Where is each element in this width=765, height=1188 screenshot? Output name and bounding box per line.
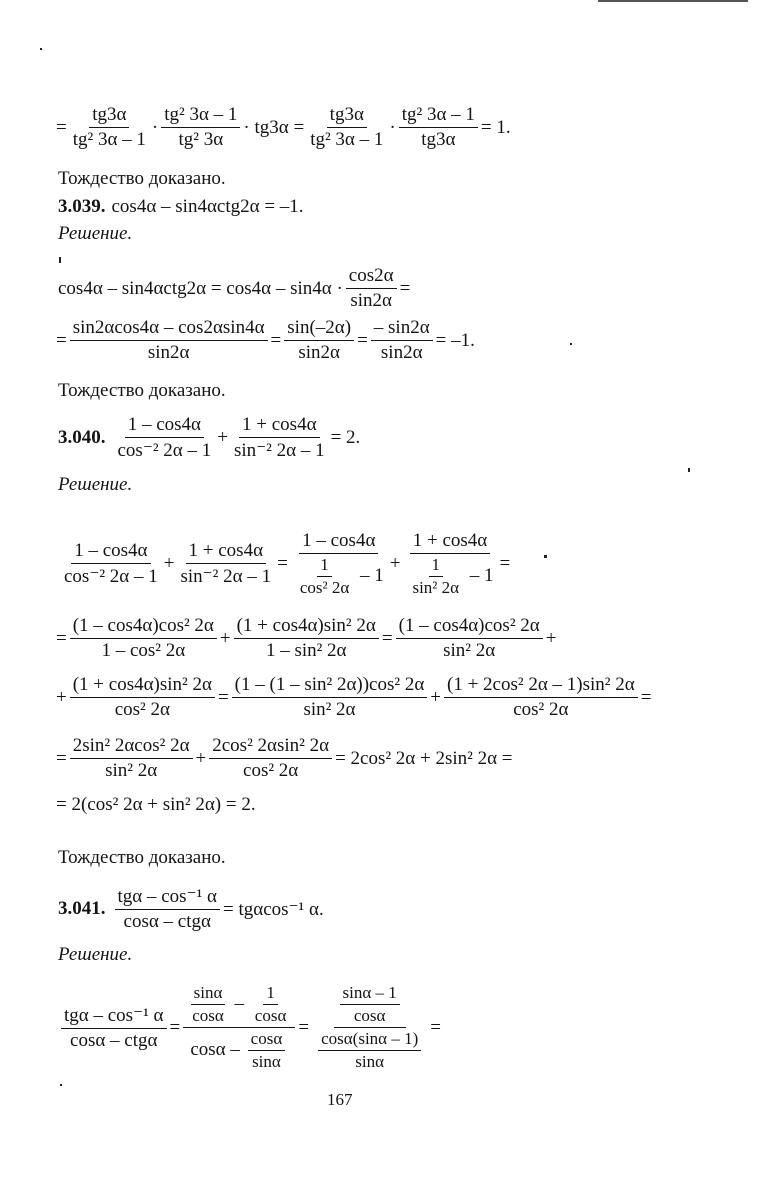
denominator: sin⁻² 2α – 1 [233,440,325,461]
equation-line [56,615,556,662]
denominator [291,554,387,598]
denominator: cosα [353,1006,386,1025]
numerator: 2sin² 2αcos² 2α [70,735,193,759]
numerator: cosα [248,1029,286,1051]
exercise-statement [58,885,324,933]
fraction [70,104,149,151]
numerator: tg² 3α – 1 [399,104,478,128]
scan-speck [544,555,547,558]
numerator: sin2αcos4α – cos2αsin4α [70,317,268,341]
fraction [291,530,387,598]
nested-fraction [252,983,290,1026]
denominator: sin² 2α [412,578,460,597]
scan-speck [688,468,690,472]
scan-speck [59,257,61,263]
denominator: cos² 2α [114,699,170,720]
denominator: cosα – ctgα [70,1029,158,1051]
exercise-number: 3.040. [58,427,106,448]
expression-text: = –1. [435,329,475,351]
denominator: sinα [355,1052,385,1071]
equals-sign: = [169,1016,181,1038]
denominator: sinα [252,1052,281,1071]
equation-line [58,983,441,1072]
numerator: – sin2α [371,317,433,341]
denominator: 1 – cos² 2α [101,640,186,661]
nested-fraction [189,983,227,1026]
denominator [403,554,496,598]
equation-line [58,530,510,598]
equals-sign: = [298,1016,310,1038]
fraction [70,615,217,662]
numerator: sin(–2α) [284,317,354,341]
expression-text: = 2(cos² 2α + sin² 2α) = 2. [56,794,256,815]
fraction [70,674,215,721]
fraction [209,735,332,782]
scan-speck [570,343,572,345]
numerator: (1 + cos4α)sin² 2α [70,674,215,698]
exercise-statement [58,414,360,462]
denominator: sin2α [298,342,340,363]
fraction [70,735,193,782]
numerator: (1 + cos4α)sin² 2α [234,615,379,639]
numerator: 1 + cos4α [239,414,320,438]
operator: · [151,116,159,138]
denominator: sin2α [147,342,190,363]
denominator: tg² 3α – 1 [72,129,146,150]
expression-text: = tgαcos⁻¹ α. [223,898,324,920]
denominator: tg² 3α [178,129,224,150]
denominator [312,1028,427,1072]
denominator: cosα [254,1006,287,1025]
fraction [444,674,638,721]
page-number: 167 [327,1090,353,1109]
expression-text: = 2cos² 2α + 2sin² 2α = [335,747,513,769]
fraction [231,414,328,462]
equation-line [58,265,410,312]
proof-complete-text: Тождество доказано. [58,168,226,189]
equals-sign: = [217,686,229,708]
expression-text: cos4α – sin4αctg2α = cos4α – sin4α · [58,277,343,299]
expression-text: – 1 [469,564,494,586]
numerator: sinα [191,983,226,1005]
exercise-number: 3.039. [58,196,106,217]
equals-sign: = [430,1016,441,1038]
equals-sign: = [357,329,368,351]
numerator: 1 [263,983,278,1005]
denominator [187,1028,291,1072]
expression-text: – 1 [359,564,384,586]
fraction [177,540,274,588]
exercise-number: 3.041. [58,898,106,919]
expression-text: · tg3α = [243,116,305,138]
fraction [234,615,379,662]
fraction [396,615,543,662]
numerator [334,983,406,1028]
fraction [115,885,221,933]
denominator: sin2α [350,290,392,311]
denominator: cos² 2α [243,760,299,781]
fraction [284,317,354,364]
fraction [61,540,161,588]
operator: – [234,992,245,1014]
numerator: (1 – cos4α)cos² 2α [396,615,543,639]
fraction [403,530,496,598]
numerator: 1 – cos4α [299,530,378,554]
nested-fraction [409,555,462,598]
numerator: 2cos² 2αsin² 2α [209,735,332,759]
scan-speck [60,1084,62,1086]
numerator: tg² 3α – 1 [161,104,240,128]
nested-fraction [340,983,400,1026]
fraction [70,317,268,364]
expression-text: = 2. [330,427,361,448]
expression-text: = 1. [480,116,511,138]
equals-sign: = [640,686,652,708]
denominator: cos² 2α [299,578,350,597]
denominator: sin² 2α [443,640,496,661]
equation-line [56,104,511,151]
denominator: tg² 3α – 1 [310,129,384,150]
denominator: cosα – ctgα [123,911,211,932]
fraction [371,317,433,364]
numerator: tgα – cos⁻¹ α [61,1004,167,1029]
fraction [312,983,427,1072]
numerator: (1 – cos4α)cos² 2α [70,615,217,639]
operator: + [389,553,401,574]
numerator: 1 + cos4α [186,540,267,564]
fraction [346,265,397,312]
equals-sign: = [499,553,511,574]
operator: + [195,747,207,769]
denominator: sin² 2α [105,760,158,781]
numerator: 1 + cos4α [410,530,491,554]
exercise-formula: cos4α – sin4αctg2α = –1. [111,196,304,217]
proof-complete-text: Тождество доказано. [58,847,226,868]
equals-sign: = [56,329,67,351]
numerator: 1 – cos4α [71,540,150,564]
fraction [307,104,386,151]
denominator: tg3α [421,129,456,150]
scan-edge-line [598,0,748,2]
nested-fraction [297,555,352,598]
denominator: cosα [192,1006,224,1025]
denominator: cos² 2α [513,699,569,720]
operator: + [545,627,557,649]
equals-sign: = [399,277,411,299]
numerator: tg3α [327,104,367,128]
equation-line [56,317,475,364]
solution-label: Решение. [58,944,133,965]
scan-speck [40,48,42,50]
equals-sign: = [56,747,67,769]
denominator: cos⁻² 2α – 1 [64,566,158,587]
numerator: sinα – 1 [340,983,400,1005]
equation-line [56,735,513,782]
operator: · [389,116,396,138]
operator: + [56,686,67,708]
denominator: sin⁻² 2α – 1 [180,566,272,587]
fraction [183,983,295,1072]
numerator [183,983,295,1028]
denominator: 1 – sin² 2α [265,640,347,661]
numerator: 1 [429,555,444,577]
fraction [399,104,478,151]
nested-fraction [248,1029,286,1072]
nested-fraction [318,1029,421,1072]
numerator: tg3α [89,104,129,128]
fraction [232,674,428,721]
numerator: 1 [317,555,332,577]
solution-label: Решение. [58,474,133,495]
equals-sign: = [277,553,288,574]
equals-sign: = [270,329,282,351]
numerator: 1 – cos4α [125,414,204,438]
equals-sign: = [381,627,393,649]
fraction [115,414,215,462]
fraction [61,1004,167,1052]
numerator: cos2α [346,265,397,289]
numerator: tgα – cos⁻¹ α [115,885,221,910]
proof-complete-text: Тождество доказано. [58,380,226,401]
numerator: (1 – (1 – sin² 2α))cos² 2α [232,674,428,698]
fraction [161,104,240,151]
operator: + [217,427,228,448]
operator: + [430,686,442,708]
equals-sign: = [56,116,67,138]
operator: + [163,553,175,574]
operator: + [219,627,231,649]
expression-text: cosα – [190,1038,240,1060]
denominator: sin² 2α [303,699,356,720]
numerator: cosα(sinα – 1) [318,1029,421,1051]
denominator: sin2α [380,342,423,363]
exercise-statement [58,196,304,218]
solution-label: Решение. [58,223,133,244]
denominator: cos⁻² 2α – 1 [117,440,212,461]
numerator: (1 + 2cos² 2α – 1)sin² 2α [444,674,638,698]
equation-line [56,674,651,721]
equals-sign: = [56,627,67,649]
